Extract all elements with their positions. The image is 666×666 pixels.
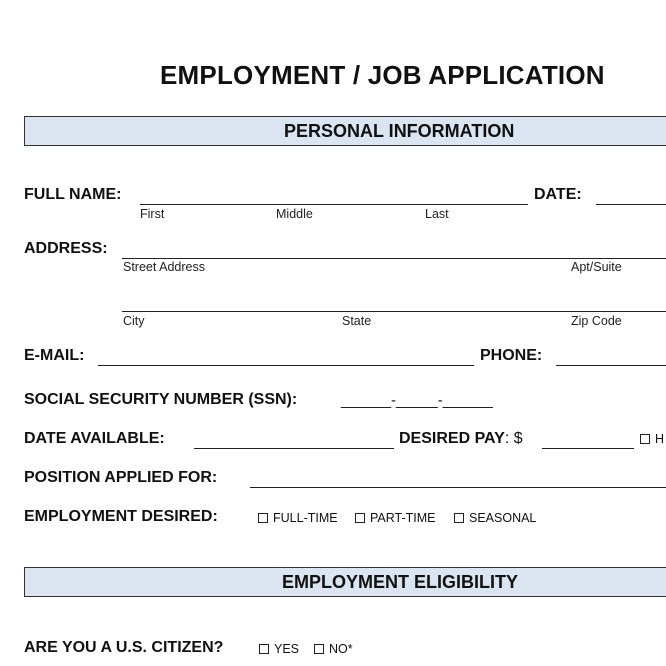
- pay-period-checkbox[interactable]: [640, 434, 650, 444]
- desired-pay-label-text: DESIRED PAY: [399, 430, 505, 447]
- email-field[interactable]: [98, 365, 474, 366]
- street-address-caption: Street Address: [123, 260, 205, 274]
- desired-pay-field[interactable]: [542, 448, 634, 449]
- ssn-field[interactable]: ______-_____-______: [341, 392, 493, 409]
- ssn-label: SOCIAL SECURITY NUMBER (SSN):: [24, 391, 298, 408]
- citizen-no-label: NO*: [329, 642, 353, 656]
- section-title-personal: PERSONAL INFORMATION: [284, 121, 515, 141]
- citizen-yes-option[interactable]: [259, 642, 299, 656]
- name-middle-caption: Middle: [276, 207, 313, 221]
- full-name-field[interactable]: [140, 204, 528, 205]
- desired-pay-label: [399, 430, 523, 448]
- section-header-eligibility: [24, 567, 666, 597]
- employment-desired-label: EMPLOYMENT DESIRED:: [24, 508, 218, 525]
- pay-period-option-label: H: [655, 432, 665, 446]
- date-label: DATE:: [534, 186, 582, 203]
- citizen-yes-checkbox[interactable]: [259, 644, 269, 654]
- email-label: E-MAIL:: [24, 347, 85, 364]
- date-available-label: DATE AVAILABLE:: [24, 430, 165, 447]
- position-field[interactable]: [250, 487, 666, 488]
- street-address-field[interactable]: [122, 258, 666, 259]
- citizen-label: ARE YOU A U.S. CITIZEN?: [24, 639, 224, 656]
- full-time-option[interactable]: [258, 511, 338, 525]
- citizen-no-checkbox[interactable]: [314, 644, 324, 654]
- section-title-eligibility: EMPLOYMENT ELIGIBILITY: [282, 572, 519, 592]
- section-header-personal: [24, 116, 666, 146]
- citizen-no-option[interactable]: [314, 642, 353, 656]
- city-caption: City: [123, 314, 145, 328]
- part-time-option[interactable]: [355, 511, 436, 525]
- name-last-caption: Last: [425, 207, 449, 221]
- address-label: ADDRESS:: [24, 240, 108, 257]
- part-time-label: PART-TIME: [370, 511, 436, 525]
- phone-field[interactable]: [556, 365, 666, 366]
- date-field[interactable]: [596, 204, 666, 205]
- form-title: EMPLOYMENT / JOB APPLICATION: [160, 60, 605, 90]
- state-caption: State: [342, 314, 372, 328]
- name-first-caption: First: [140, 207, 165, 221]
- date-available-field[interactable]: [194, 448, 394, 449]
- seasonal-label: SEASONAL: [469, 511, 537, 525]
- pay-period-option[interactable]: [640, 432, 664, 446]
- desired-pay-dollar: : $: [504, 430, 523, 447]
- phone-label: PHONE:: [480, 347, 543, 364]
- part-time-checkbox[interactable]: [355, 513, 365, 523]
- zip-code-caption: Zip Code: [571, 314, 622, 328]
- full-time-checkbox[interactable]: [258, 513, 268, 523]
- citizen-yes-label: YES: [274, 642, 300, 656]
- seasonal-option[interactable]: [454, 511, 536, 525]
- full-name-label: FULL NAME:: [24, 186, 122, 203]
- full-time-label: FULL-TIME: [273, 511, 338, 525]
- position-label: POSITION APPLIED FOR:: [24, 469, 218, 486]
- apt-suite-caption: Apt/Suite: [571, 260, 622, 274]
- seasonal-checkbox[interactable]: [454, 513, 464, 523]
- city-state-zip-field[interactable]: [122, 311, 666, 312]
